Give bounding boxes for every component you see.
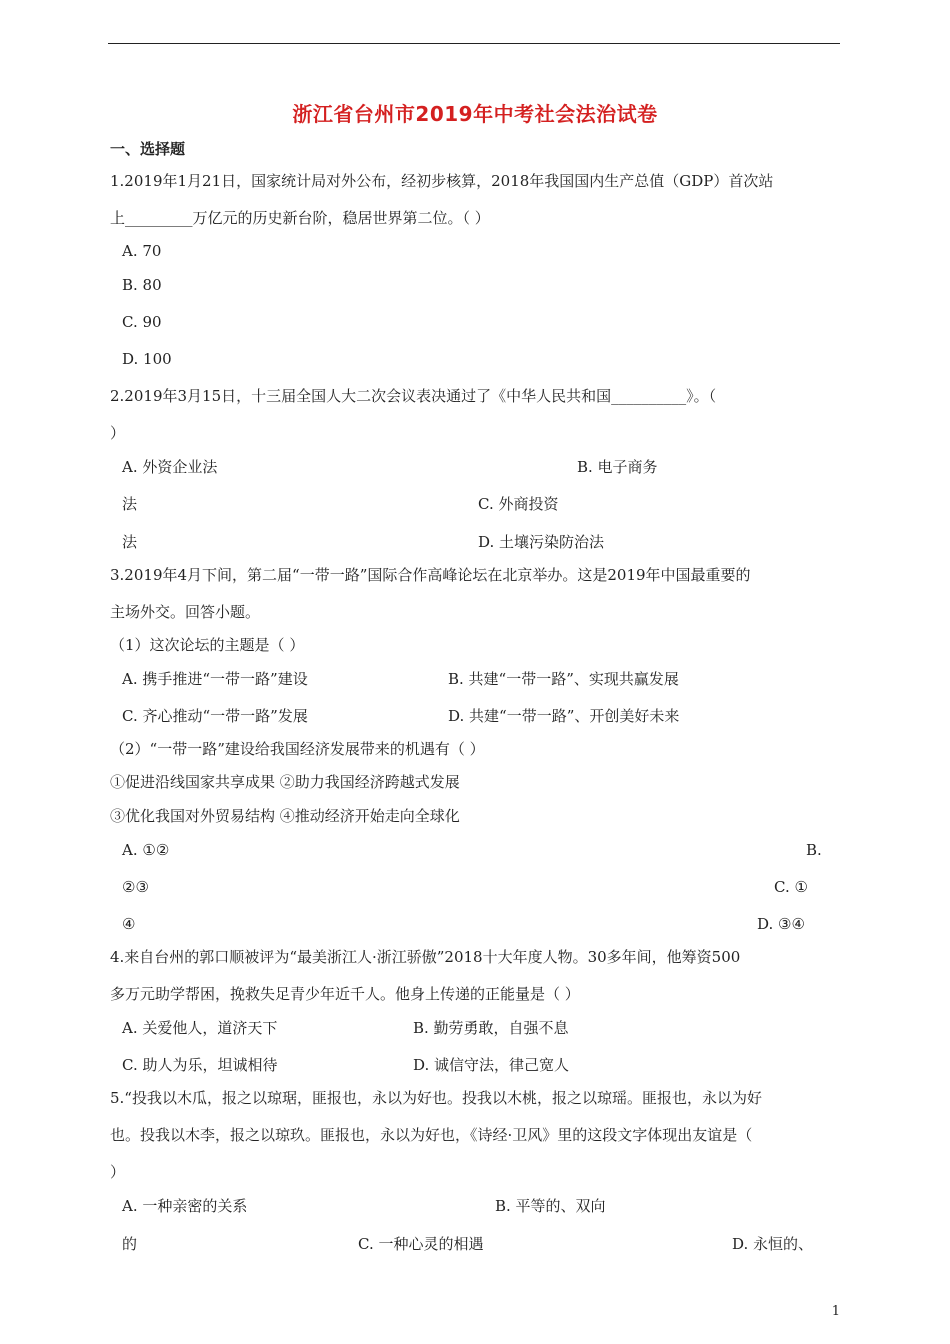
q3-1-option-a: A. 携手推进“一带一路”建设	[122, 670, 308, 688]
q3-2-option-c: C. ①	[774, 878, 808, 896]
q3-2-wrap-2: ④	[122, 915, 136, 933]
header-rule	[108, 43, 840, 44]
q1-option-c: C. 90	[122, 313, 162, 331]
q2-wrap-2: 法	[122, 533, 138, 551]
q3-sub-1: （1）这次论坛的主题是（ ）	[110, 636, 305, 654]
q4-option-c: C. 助人为乐，坦诚相待	[122, 1056, 278, 1074]
q3-2-option-b: B.	[806, 841, 822, 859]
q5-option-d: D. 永恒的、	[732, 1235, 814, 1253]
question-2-line-1: 2.2019年3月15日，十三届全国人大二次会议表决通过了《中华人民共和国__________》。（	[110, 387, 717, 405]
q4-option-b: B. 勤劳勇敢，自强不息	[413, 1019, 569, 1037]
page-title: 浙江省台州市2019年中考社会法治试卷	[292, 102, 658, 126]
q3-1-option-c: C. 齐心推动“一带一路”发展	[122, 707, 308, 725]
q2-wrap-1: 法	[122, 495, 138, 513]
q2-option-c: C. 外商投资	[478, 495, 559, 513]
section-heading: 一、选择题	[110, 140, 186, 158]
question-5-line-2: 也。投我以木李，报之以琼玖。匪报也，永以为好也，《诗经·卫风》里的这段文字体现出友谊是（	[110, 1126, 753, 1144]
q3-sub-2: （2）“一带一路”建设给我国经济发展带来的机遇有（ ）	[110, 740, 485, 758]
question-3-line-1: 3.2019年4月下间，第二届“一带一路”国际合作高峰论坛在北京举办。这是2019年中国最重要的	[110, 566, 751, 584]
q1-option-d: D. 100	[122, 350, 172, 368]
q5-option-b: B. 平等的、双向	[495, 1197, 606, 1215]
question-4-line-1: 4.来自台州的郭口顺被评为“最美浙江人·浙江骄傲”2018十大年度人物。30多年间，他筹资500	[110, 948, 741, 966]
q5-wrap-1: 的	[122, 1235, 138, 1253]
q3-2-wrap-1: ②③	[122, 878, 149, 896]
q2-option-b: B. 电子商务	[577, 458, 658, 476]
q2-option-d: D. 土壤污染防治法	[478, 533, 605, 551]
question-5-line-1: 5.“投我以木瓜，报之以琼琚，匪报也，永以为好也。投我以木桃，报之以琼瑶。匪报也，永以为好	[110, 1089, 762, 1107]
q5-option-c: C. 一种心灵的相遇	[358, 1235, 484, 1253]
q3-2-statements-2: ③优化我国对外贸易结构 ④推动经济开始走向全球化	[110, 807, 460, 825]
q3-2-option-d: D. ③④	[757, 915, 805, 933]
q4-option-a: A. 关爱他人，道济天下	[122, 1019, 278, 1037]
question-2-line-2: ）	[110, 424, 126, 442]
q4-option-d: D. 诚信守法，律己宽人	[413, 1056, 570, 1074]
q5-option-a: A. 一种亲密的关系	[122, 1197, 248, 1215]
question-1-line-1: 1.2019年1月21日，国家统计局对外公布，经初步核算，2018年我国国内生产总值（GDP）首次站	[110, 172, 774, 190]
q3-1-option-b: B. 共建“一带一路”、实现共赢发展	[448, 670, 679, 688]
q3-2-statements-1: ①促进沿线国家共享成果 ②助力我国经济跨越式发展	[110, 773, 460, 791]
q3-1-option-d: D. 共建“一带一路”、开创美好未来	[448, 707, 680, 725]
q1-option-a: A. 70	[122, 242, 162, 260]
question-3-line-2: 主场外交。回答小题。	[110, 603, 261, 621]
q1-option-b: B. 80	[122, 276, 162, 294]
question-5-line-3: ）	[110, 1163, 126, 1181]
page-number: 1	[831, 1304, 840, 1319]
q2-option-a: A. 外资企业法	[122, 458, 218, 476]
question-4-line-2: 多万元助学帮困，挽救失足青少年近千人。他身上传递的正能量是（ ）	[110, 985, 580, 1003]
q3-2-option-a: A. ①②	[122, 841, 170, 859]
question-1-line-2: 上_________万亿元的历史新台阶，稳居世界第二位。（ ）	[110, 209, 490, 227]
